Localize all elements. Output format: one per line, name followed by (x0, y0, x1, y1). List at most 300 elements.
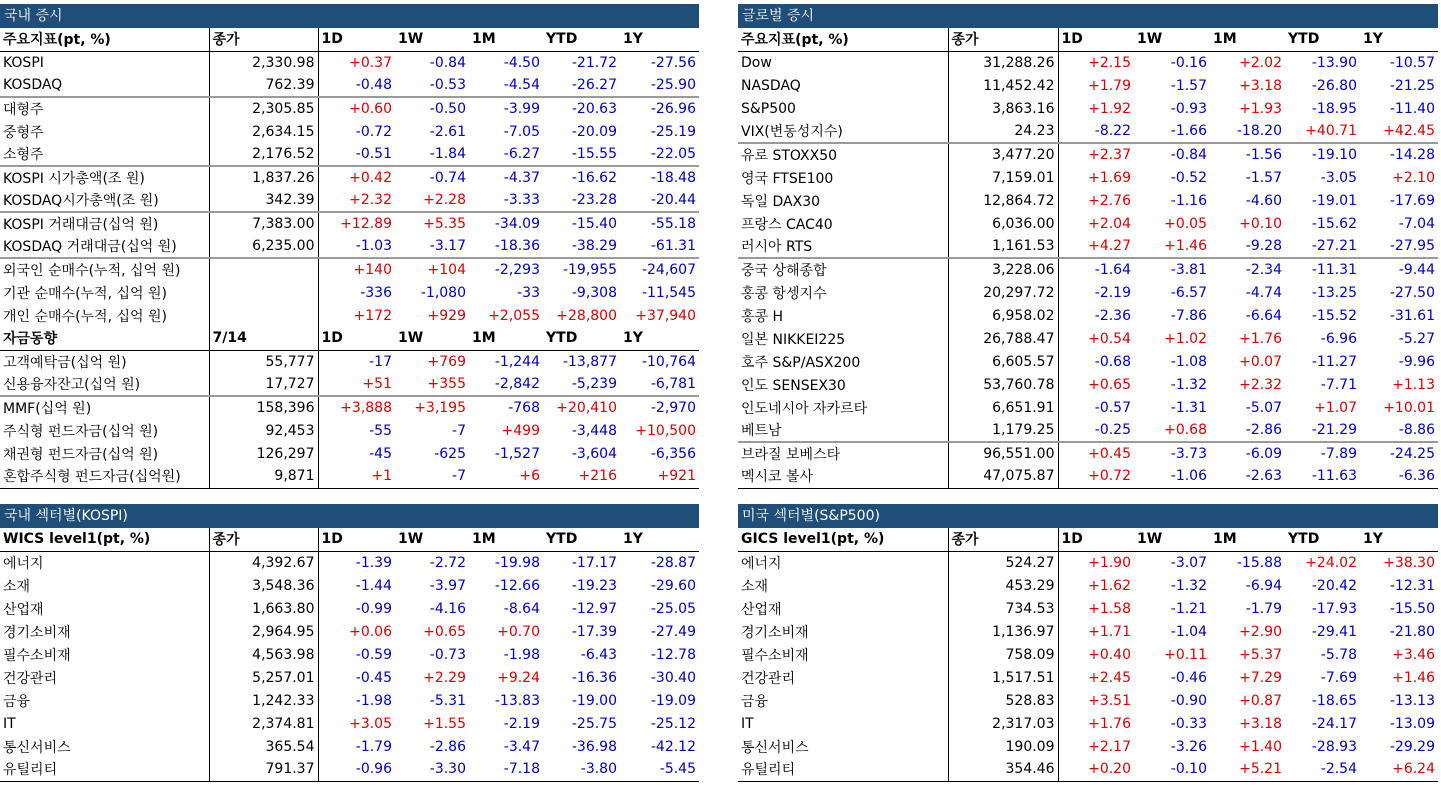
row-label: 신용융자잔고(십억 원) (0, 373, 209, 396)
change-value: -26.27 (571, 77, 617, 93)
row-label: KOSPI (0, 51, 209, 74)
change-value: -0.72 (355, 123, 392, 140)
change-value: -17.39 (571, 623, 617, 640)
table-row (738, 258, 1438, 281)
change-value: -2.34 (1210, 258, 1285, 281)
column-header: YTD (543, 28, 620, 51)
row-label: 금융 (0, 689, 209, 712)
change-value: -1.04 (1170, 623, 1207, 640)
change-value: -1.98 (503, 646, 540, 663)
row-label: 소재 (0, 574, 209, 597)
table-row (738, 51, 1438, 74)
change-value: +216 (543, 465, 620, 488)
close-value: 158,396 (209, 396, 318, 419)
table-row (738, 551, 1438, 574)
change-value: +2.28 (423, 192, 466, 208)
row-label: 독일 DAX30 (738, 189, 948, 212)
table-row (738, 166, 1438, 189)
table-row (738, 327, 1438, 350)
table-row (0, 666, 699, 689)
table-row (738, 758, 1438, 781)
change-value: -19.23 (571, 577, 617, 594)
change-value: -0.48 (355, 77, 392, 93)
close-value: 31,288.26 (948, 51, 1058, 74)
change-value: -28.87 (650, 554, 696, 571)
table-row (738, 74, 1438, 97)
change-value: -24,607 (620, 258, 699, 281)
change-value: +4.27 (1088, 238, 1131, 254)
table-row (738, 465, 1438, 488)
table-row (0, 304, 699, 327)
change-value: -61.31 (650, 238, 696, 254)
change-value: -25.05 (650, 600, 696, 617)
table-row (0, 712, 699, 735)
change-value: +172 (353, 307, 392, 324)
change-value: -22.05 (650, 146, 696, 162)
change-value: -20.63 (543, 97, 620, 120)
change-value: +3,195 (395, 396, 469, 419)
change-value: +0.70 (497, 623, 540, 640)
column-header: 1Y (1360, 28, 1438, 51)
change-value: -1.21 (1170, 600, 1207, 617)
table-row (738, 643, 1438, 666)
close-value: 6,036.00 (948, 212, 1058, 235)
row-label: 홍콩 항셍지수 (738, 281, 948, 304)
change-value: -21.25 (1389, 77, 1435, 94)
close-value: 7,159.01 (948, 166, 1058, 189)
change-value: -7.04 (1398, 215, 1435, 232)
change-value: +0.65 (1088, 376, 1131, 393)
row-label: 호주 S&P/ASX200 (738, 350, 948, 373)
change-value: -38.29 (571, 238, 617, 254)
change-value: +0.40 (1088, 646, 1131, 663)
change-value: -1.32 (1170, 376, 1207, 393)
change-value: -1,527 (494, 445, 540, 462)
change-value: -0.84 (429, 54, 466, 71)
column-header: 1Y (620, 28, 699, 51)
column-header: 1D (1058, 28, 1134, 51)
change-value: -17 (369, 353, 392, 370)
change-value: +51 (362, 376, 392, 392)
close-value: 354.46 (948, 758, 1058, 781)
close-value (209, 281, 318, 304)
change-value: -1.57 (1170, 77, 1207, 94)
close-value: 3,477.20 (948, 143, 1058, 166)
change-value: +5.37 (1239, 646, 1282, 663)
change-value: -0.16 (1170, 54, 1207, 71)
change-value: +38.30 (1383, 554, 1435, 571)
change-value: -7.86 (1170, 307, 1207, 324)
table-row (0, 620, 699, 643)
table-row (738, 189, 1438, 212)
change-value: -25.75 (571, 715, 617, 732)
change-value: +1.46 (1392, 669, 1435, 686)
market-table (738, 28, 1438, 489)
table-row (0, 235, 699, 258)
change-value: -0.51 (355, 146, 392, 162)
table-row (738, 597, 1438, 620)
row-label: MMF(십억 원) (0, 396, 209, 419)
change-value: -3.80 (543, 758, 620, 781)
global-market-panel (738, 4, 1438, 489)
change-value: -8.86 (1398, 422, 1435, 438)
change-value: -3.07 (1170, 554, 1207, 571)
close-value: 758.09 (948, 643, 1058, 666)
change-value: -21.29 (1311, 422, 1357, 438)
column-header: 종가 (209, 28, 318, 51)
change-value: -5,239 (571, 376, 617, 392)
change-value: +2.32 (349, 192, 392, 208)
change-value: -27.56 (650, 54, 696, 71)
change-value: +3.18 (1239, 77, 1282, 94)
change-value: -20.44 (650, 192, 696, 208)
change-value: -7 (452, 422, 466, 439)
change-value: -0.74 (395, 166, 469, 189)
change-value: -16.36 (571, 669, 617, 686)
change-value: +40.71 (1305, 123, 1357, 139)
change-value: -19.10 (1285, 143, 1360, 166)
change-value: -26.96 (620, 97, 699, 120)
change-value: -55.18 (620, 212, 699, 235)
change-value: +2.02 (1239, 54, 1282, 71)
change-value: -3.73 (1134, 442, 1210, 465)
close-value: 365.54 (209, 735, 318, 758)
change-value: +1.46 (1164, 238, 1207, 254)
change-value: +104 (395, 258, 469, 281)
row-label: 금융 (738, 689, 948, 712)
column-header: 1D (318, 28, 395, 51)
change-value: +1.58 (1088, 600, 1131, 617)
close-value: 1,136.97 (948, 620, 1058, 643)
row-label: KOSDAQ 거래대금(십억 원) (0, 235, 209, 258)
table-row (738, 281, 1438, 304)
change-value: +5.21 (1210, 758, 1285, 781)
close-value: 1,179.25 (948, 419, 1058, 442)
table-row (738, 442, 1438, 465)
change-value: -15.40 (543, 212, 620, 235)
close-value: 92,453 (209, 419, 318, 442)
change-value: -18.48 (620, 166, 699, 189)
row-label: 기관 순매수(누적, 십억 원) (0, 281, 209, 304)
change-value: -19.00 (571, 692, 617, 709)
change-value: -19.01 (1311, 192, 1357, 209)
change-value: +1.79 (1088, 77, 1131, 94)
change-value: -1.79 (355, 738, 392, 755)
change-value: -24.17 (1311, 715, 1357, 732)
column-header: 1Y (1360, 528, 1438, 551)
change-value: -7.89 (1285, 442, 1360, 465)
row-label: 러시아 RTS (738, 235, 948, 258)
close-value: 126,297 (209, 442, 318, 465)
row-label: 건강관리 (738, 666, 948, 689)
table-row (738, 666, 1438, 689)
close-value: 528.83 (948, 689, 1058, 712)
table-row (0, 551, 699, 574)
table-row (0, 689, 699, 712)
close-value: 453.29 (948, 574, 1058, 597)
table-row (0, 373, 699, 396)
table-row (738, 373, 1438, 396)
change-value: -11.31 (1285, 258, 1360, 281)
table-row (738, 735, 1438, 758)
change-value: +1.90 (1088, 554, 1131, 571)
column-header: 1W (1134, 528, 1210, 551)
change-value: +28,800 (556, 307, 617, 324)
change-value: -0.33 (1170, 715, 1207, 732)
change-value: +6.24 (1360, 758, 1438, 781)
change-value: -18.65 (1311, 692, 1357, 709)
close-value: 96,551.00 (948, 442, 1058, 465)
change-value: -5.45 (620, 758, 699, 781)
row-label: 에너지 (738, 551, 948, 574)
row-label: 혼합주식형 펀드자금(십억원) (0, 465, 209, 488)
close-value: 5,257.01 (209, 666, 318, 689)
change-value: -0.25 (1094, 422, 1131, 438)
change-value: -29.29 (1389, 738, 1435, 755)
change-value: -0.73 (429, 646, 466, 663)
row-label: 외국인 순매수(누적, 십억 원) (0, 258, 209, 281)
change-value: -1.32 (1170, 577, 1207, 594)
table-row (738, 120, 1438, 143)
change-value: -6.43 (580, 646, 617, 663)
table-row (0, 643, 699, 666)
change-value: -7.69 (1320, 669, 1357, 686)
table-row (0, 281, 699, 304)
close-value: 7,383.00 (209, 212, 318, 235)
close-value (209, 304, 318, 327)
change-value: +3.18 (1239, 715, 1282, 732)
row-label: 소재 (738, 574, 948, 597)
change-value: -2.19 (503, 715, 540, 732)
change-value: +3.46 (1392, 646, 1435, 663)
change-value: +2.17 (1088, 738, 1131, 755)
change-value: +0.65 (423, 623, 466, 640)
close-value: 6,958.02 (948, 304, 1058, 327)
change-value: -0.53 (429, 77, 466, 93)
panel-title: 미국 섹터별(S&P500) (738, 504, 1438, 528)
close-value: 791.37 (209, 758, 318, 781)
row-label: 유틸리티 (0, 758, 209, 781)
row-label: IT (0, 712, 209, 735)
row-label: 주식형 펀드자금(십억 원) (0, 419, 209, 442)
table-row (0, 189, 699, 212)
change-value: -1.39 (355, 554, 392, 571)
close-value: 17,727 (209, 373, 318, 396)
column-header: 1Y (620, 528, 699, 551)
change-value: -336 (360, 284, 392, 301)
close-value: 11,452.42 (948, 74, 1058, 97)
close-value: 9,871 (209, 465, 318, 488)
change-value: -1,080 (420, 284, 466, 301)
change-value: -1.03 (355, 238, 392, 254)
change-value: -3.30 (395, 758, 469, 781)
table-row (0, 597, 699, 620)
column-header: 주요지표(pt, %) (738, 28, 948, 51)
change-value: -4.60 (1245, 192, 1282, 209)
change-value: -1.57 (1245, 169, 1282, 186)
change-value: -30.40 (650, 669, 696, 686)
row-label: 브라질 보베스타 (738, 442, 948, 465)
row-label: KOSPI 거래대금(십억 원) (0, 212, 209, 235)
table-row (0, 258, 699, 281)
row-label: 자금동향 (0, 327, 209, 350)
change-value: +0.60 (318, 97, 395, 120)
table-row (0, 350, 699, 373)
change-value: -15.52 (1311, 307, 1357, 324)
change-value: -13.83 (494, 692, 540, 709)
change-value: -1.79 (1245, 600, 1282, 617)
change-value: -25.90 (650, 77, 696, 93)
change-value: +140 (318, 258, 395, 281)
change-value: -5.07 (1245, 399, 1282, 416)
column-header: 종가 (948, 528, 1058, 551)
change-value: -19.98 (494, 554, 540, 571)
change-value: -0.99 (355, 600, 392, 617)
change-value: -1.31 (1170, 399, 1207, 416)
change-value: +499 (501, 422, 540, 439)
row-label: 경기소비재 (0, 620, 209, 643)
close-value: 2,964.95 (209, 620, 318, 643)
column-header: 1M (469, 28, 543, 51)
change-value: +0.05 (1164, 215, 1207, 232)
change-value: +1.55 (423, 715, 466, 732)
close-value: 6,235.00 (209, 235, 318, 258)
row-label: 산업재 (738, 597, 948, 620)
row-label: 멕시코 볼사 (738, 465, 948, 488)
change-value: -20.09 (571, 123, 617, 140)
change-value: -1.98 (355, 692, 392, 709)
close-value: 734.53 (948, 597, 1058, 620)
change-value: +10,500 (635, 422, 696, 439)
column-header: 1M (1210, 528, 1285, 551)
change-value: -6,356 (650, 445, 696, 462)
row-label: 유로 STOXX50 (738, 143, 948, 166)
change-value: +1.71 (1088, 623, 1131, 640)
change-value: -19.09 (650, 692, 696, 709)
row-label: S&P500 (738, 97, 948, 120)
change-value: -0.10 (1134, 758, 1210, 781)
change-value: -16.62 (543, 166, 620, 189)
change-value: -625 (434, 445, 466, 462)
change-value: -4.50 (503, 54, 540, 71)
change-value: -6.27 (503, 146, 540, 162)
row-label: 필수소비재 (738, 643, 948, 666)
change-value: -0.93 (1170, 100, 1207, 117)
table-header-row (738, 28, 1438, 51)
change-value: -6.09 (1210, 442, 1285, 465)
change-value: -17.17 (571, 554, 617, 571)
row-label: 일본 NIKKEI225 (738, 327, 948, 350)
change-value: -11.40 (1389, 100, 1435, 117)
change-value: -17.69 (1389, 192, 1435, 209)
change-value: -2.36 (1094, 307, 1131, 324)
change-value: -2.61 (429, 123, 466, 140)
change-value: +0.87 (1239, 692, 1282, 709)
change-value: -18.95 (1311, 100, 1357, 117)
column-header: 1M (469, 528, 543, 551)
change-value: -6.96 (1320, 330, 1357, 347)
change-value: -6.64 (1245, 307, 1282, 324)
row-label: 소형주 (0, 143, 209, 166)
us-sector-panel (738, 504, 1438, 782)
change-value: -23.28 (571, 192, 617, 208)
table-row (0, 396, 699, 419)
table-row (738, 689, 1438, 712)
table-row (738, 350, 1438, 373)
change-value: -7.71 (1320, 376, 1357, 393)
change-value: -4.54 (503, 77, 540, 93)
change-value: -12.97 (571, 600, 617, 617)
change-value: -27.95 (1389, 238, 1435, 254)
column-header: YTD (543, 528, 620, 551)
change-value: -6.57 (1170, 284, 1207, 301)
change-value: +769 (427, 353, 466, 370)
row-label: 채권형 펀드자금(십억 원) (0, 442, 209, 465)
change-value: -26.80 (1311, 77, 1357, 94)
change-value: -4.16 (429, 600, 466, 617)
change-value: -3.17 (429, 238, 466, 254)
table-row (738, 620, 1438, 643)
column-header: 1D (1058, 528, 1134, 551)
close-value (209, 258, 318, 281)
row-label: Dow (738, 51, 948, 74)
change-value: -18.36 (494, 238, 540, 254)
row-label: 인도 SENSEX30 (738, 373, 948, 396)
change-value: +7.29 (1239, 669, 1282, 686)
change-value: +2.29 (423, 669, 466, 686)
change-value: -34.09 (469, 212, 543, 235)
table-subheader-row (0, 327, 699, 350)
table-row (738, 419, 1438, 442)
change-value: -9.28 (1245, 238, 1282, 254)
table-header-row (0, 528, 699, 551)
close-value: 1,161.53 (948, 235, 1058, 258)
change-value: -2.19 (1094, 284, 1131, 301)
change-value: +921 (620, 465, 699, 488)
change-value: +1.07 (1314, 399, 1357, 416)
change-value: +0.06 (349, 623, 392, 640)
row-label: KOSDAQ (0, 74, 209, 97)
change-value: +2.32 (1239, 376, 1282, 393)
close-value: 20,297.72 (948, 281, 1058, 304)
change-value: -8.22 (1094, 123, 1131, 139)
change-value: +1.92 (1088, 100, 1131, 117)
domestic-market-panel (0, 4, 699, 489)
change-value: +0.10 (1239, 215, 1282, 232)
close-value: 53,760.78 (948, 373, 1058, 396)
change-value: -0.50 (395, 97, 469, 120)
market-table (0, 528, 699, 782)
change-value: +2,055 (488, 307, 540, 324)
row-label: 건강관리 (0, 666, 209, 689)
change-value: +2.76 (1088, 192, 1131, 209)
change-value: +1.40 (1239, 738, 1282, 755)
column-header: YTD (1285, 528, 1360, 551)
table-row (0, 574, 699, 597)
change-value: +0.72 (1058, 465, 1134, 488)
change-value: -0.68 (1094, 353, 1131, 370)
market-table (0, 28, 699, 489)
table-row (0, 74, 699, 97)
change-value: +929 (427, 307, 466, 324)
change-value: -9.96 (1398, 353, 1435, 370)
table-row (738, 235, 1438, 258)
change-value: -2,293 (469, 258, 543, 281)
change-value: +1.62 (1088, 577, 1131, 594)
row-label: 개인 순매수(누적, 십억 원) (0, 304, 209, 327)
column-header: 종가 (948, 28, 1058, 51)
column-header: GICS level1(pt, %) (738, 528, 948, 551)
